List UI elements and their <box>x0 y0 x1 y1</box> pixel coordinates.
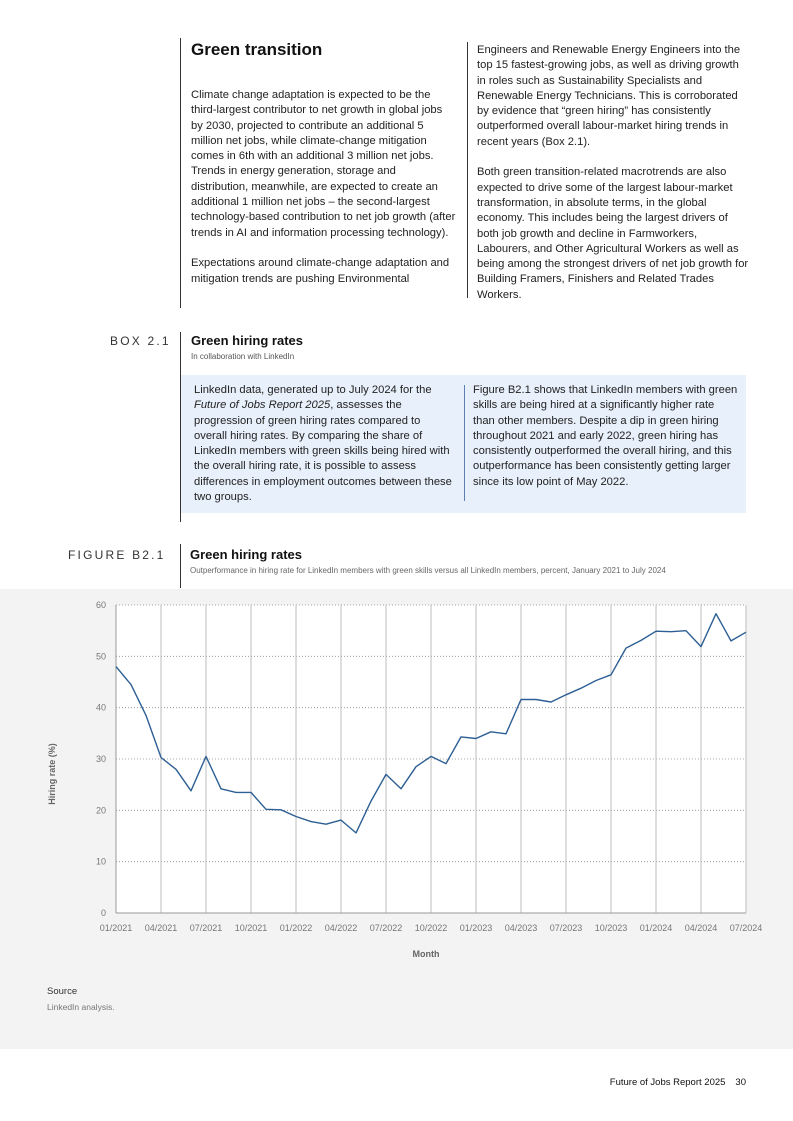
x-tick-label: 04/2024 <box>684 923 718 933</box>
x-tick-label: 10/2022 <box>414 923 448 933</box>
box-left-text <box>194 383 454 505</box>
section-right-column <box>477 43 749 318</box>
paragraph: Both green transition-related macrotrends are also expected to drive some of the largest labour-market transformation, in absolute terms, in the global economy. This includes being the largest drivers of both job growth and decline in Farmworkers, Labourers, and Other Agricultural Workers as well as being among the strongest drivers of net job growth for Building Framers, Finishers and Related Trades Workers. <box>477 166 749 301</box>
x-axis-title: Month <box>412 949 440 959</box>
figure-subtitle: Outperformance in hiring rate for LinkedIn members with green skills versus all LinkedIn members, percent, January 2021 to July 2024 <box>190 566 666 575</box>
y-tick-label: 0 <box>100 908 106 918</box>
box-title: Green hiring rates <box>191 333 303 348</box>
paragraph: Climate change adaptation is expected to be the third-largest contributor to net growth in global jobs by 2030, projected to contribute an additional 5 million net jobs, while climate-change mitigation comes in 6th with an additional 3 million net jobs. Trends in energy generation, storage and distribution, meanwhile, are expected to create an additional 1 million net jobs – the second-largest technology-based contribution to net job growth (after trends in AI and information processing technology). <box>191 89 456 239</box>
section-rule <box>180 38 181 308</box>
figure-rule <box>180 544 181 588</box>
box-column-divider <box>464 385 465 501</box>
x-tick-label: 01/2022 <box>279 923 313 933</box>
x-tick-label: 04/2023 <box>504 923 538 933</box>
x-tick-label: 07/2021 <box>189 923 223 933</box>
x-tick-label: 04/2021 <box>144 923 178 933</box>
y-tick-label: 30 <box>95 754 106 764</box>
box-subtitle: In collaboration with LinkedIn <box>191 352 295 361</box>
y-axis-title: Hiring rate (%) <box>47 743 57 805</box>
y-tick-label: 60 <box>95 600 106 610</box>
chart-area <box>0 589 793 1049</box>
text-run: LinkedIn data, generated up to July 2024 for the <box>194 384 432 396</box>
figure-title: Green hiring rates <box>190 547 302 562</box>
x-tick-label: 10/2023 <box>594 923 628 933</box>
x-tick-label: 01/2021 <box>99 923 133 933</box>
y-tick-label: 50 <box>95 651 106 662</box>
y-tick-label: 20 <box>95 805 106 816</box>
paragraph: Engineers and Renewable Energy Engineers into the top 15 fastest-growing jobs, as well as driving growth in roles such as Sustainability Specialists and Renewable Energy Technicians. This is corroborated by evidence that “green hiring” has consistently outperformed overall labour-market hiring trends in recent years (Box 2.1). <box>477 44 741 148</box>
section-title: Green transition <box>191 40 323 59</box>
y-tick-label: 10 <box>95 856 106 867</box>
text-run: , assesses the progression of green hiring rates compared to overall hiring rates. By comparing the share of LinkedIn members with green skills being hired with the overall hiring rate, it is possible to assess differences in employment outcomes between these two groups. <box>194 399 452 504</box>
x-tick-label: 07/2024 <box>729 923 763 933</box>
page-number: 30 <box>735 1077 746 1088</box>
box-label: BOX 2.1 <box>110 334 171 348</box>
line-chart <box>0 589 793 981</box>
figure-label: FIGURE B2.1 <box>68 548 166 562</box>
source-heading: Source <box>47 986 78 997</box>
paragraph: Expectations around climate-change adaptation and mitigation trends are pushing Environmental <box>191 257 450 285</box>
x-tick-label: 01/2024 <box>639 923 673 933</box>
x-tick-label: 01/2023 <box>459 923 493 933</box>
page-footer <box>610 1077 746 1088</box>
source-text: LinkedIn analysis. <box>47 1002 115 1012</box>
footer-report-title: Future of Jobs Report 2025 <box>609 1077 726 1088</box>
column-divider <box>467 42 468 298</box>
report-title-italic: Future of Jobs Report 2025 <box>194 399 331 412</box>
x-tick-label: 07/2022 <box>369 923 403 933</box>
y-tick-label: 40 <box>95 702 106 713</box>
section-left-column <box>191 88 456 302</box>
x-tick-label: 04/2022 <box>324 923 358 933</box>
x-tick-label: 07/2023 <box>549 923 583 933</box>
x-tick-label: 10/2021 <box>234 923 268 933</box>
box-right-text: Figure B2.1 shows that LinkedIn members with green skills are being hired at a significantly higher rate than other members. Despite a dip in green hiring throughout 2021 and early 2022, green hiring has consistently outperformed the overall hiring, and this outperformance has been consistently getting larger since its low point of May 2022. <box>473 384 738 488</box>
